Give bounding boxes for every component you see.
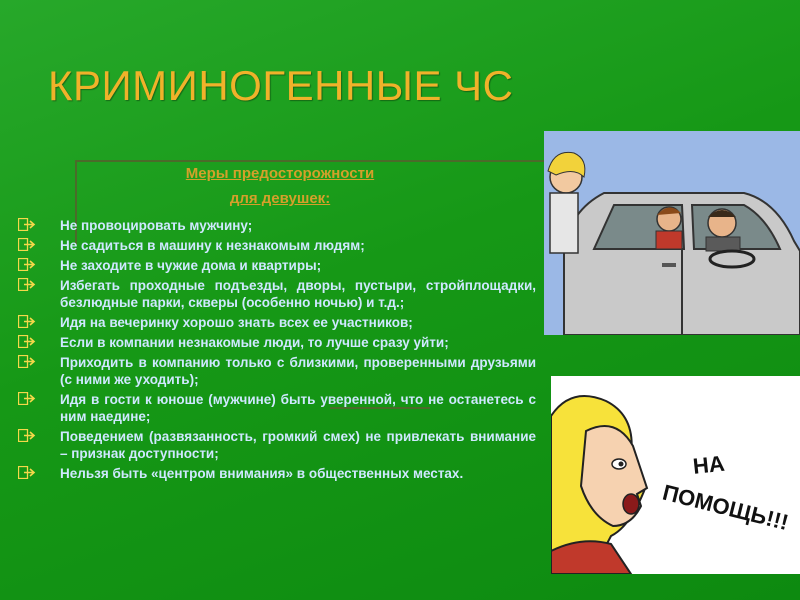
list-item [16,217,536,234]
arrow-box-bullet-icon [18,355,36,368]
arrow-box-bullet-icon [18,238,36,251]
list-item [16,237,536,254]
list-item-text: Нельзя быть «центром внимания» в общественных местах. [60,466,464,481]
car-illustration [544,131,800,335]
decorative-line [75,160,545,162]
list-item [16,314,536,331]
arrow-box-bullet-icon [18,218,36,231]
list-item-text: Поведением (развязанность, громкий смех) не привлекать внимание – признак доступности; [60,429,536,461]
list-item-text: Идя в гости к юноше (мужчине) быть уверенной, что не останетесь с ним наедине; [60,392,536,424]
girl-shouting-illustration [551,376,800,574]
list-item-text: Идя на вечеринку хорошо знать всех ее участников; [60,315,413,330]
list-item-text: Не провоцировать мужчину; [60,218,253,233]
precautions-list [16,217,536,485]
arrow-box-bullet-icon [18,258,36,271]
subtitle-line-1: Меры предосторожности [185,165,375,182]
list-item [16,277,536,311]
subtitle-line-2: для девушек: [229,190,331,207]
list-item-text: Если в компании незнакомые люди, то лучше сразу уйти; [60,335,449,350]
list-item-text: Не заходите в чужие дома и квартиры; [60,258,322,273]
slide-title: КРИМИНОГЕННЫЕ ЧС [48,62,514,109]
arrow-box-bullet-icon [18,335,36,348]
arrow-box-bullet-icon [18,278,36,291]
arrow-box-bullet-icon [18,466,36,479]
list-item [16,334,536,351]
arrow-box-bullet-icon [18,429,36,442]
arrow-box-bullet-icon [18,392,36,405]
list-item [16,465,536,482]
list-item-text: Приходить в компанию только с близкими, проверенными друзьями (с ними же уходить); [60,355,536,387]
list-item [16,257,536,274]
list-item [16,428,536,462]
list-item-text: Не садиться в машину к незнакомым людям; [60,238,365,253]
car-drawing [544,131,800,335]
girl-drawing [551,376,800,574]
arrow-box-bullet-icon [18,315,36,328]
list-item [16,354,536,388]
list-item-text: Избегать проходные подъезды, дворы, пустыри, стройплощадки, безлюдные парки, скверы (особенно ночью) и т.д.; [60,278,536,310]
list-item [16,391,536,425]
speech-text-line-1: НА [691,450,726,479]
speech-text-line-2: ПОМОЩЬ!!! [660,479,791,536]
